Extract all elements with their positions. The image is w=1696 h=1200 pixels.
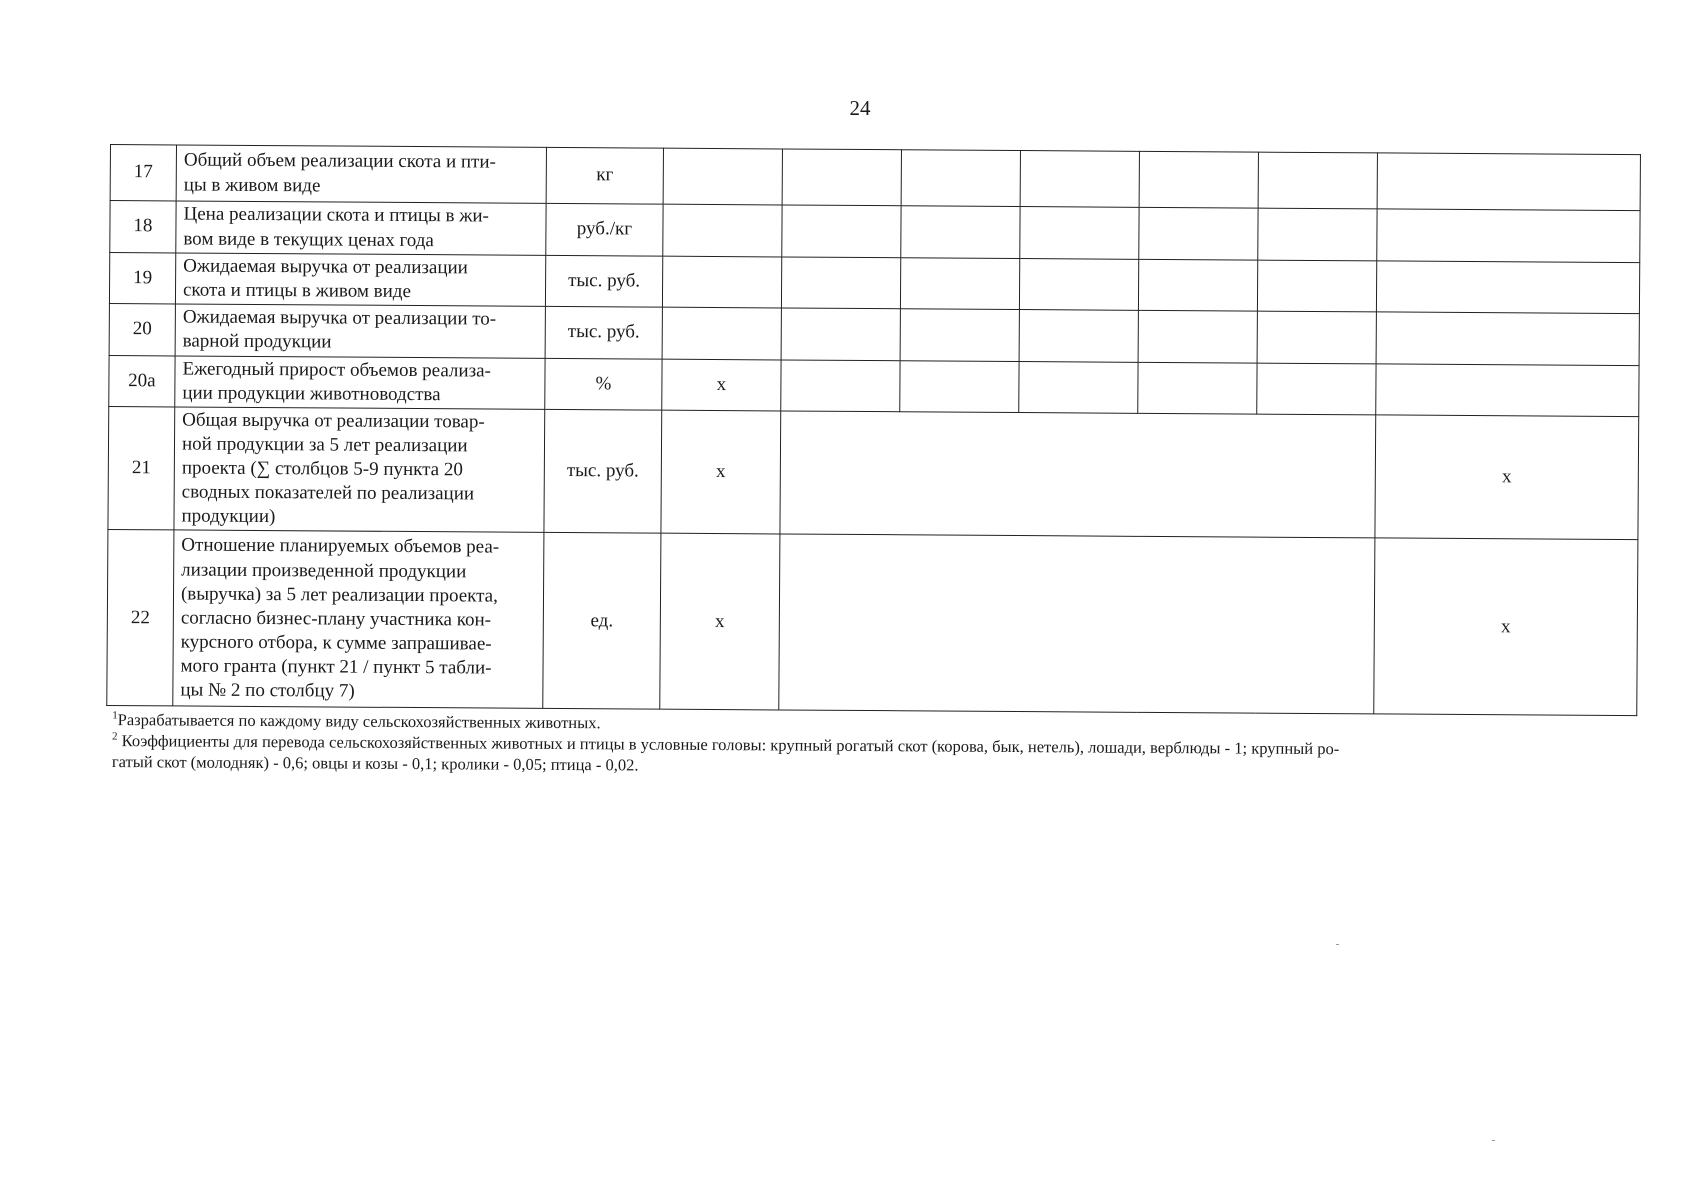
- footnote-mark: 1: [112, 709, 118, 722]
- value-cell: х: [1374, 538, 1638, 716]
- value-cell: [662, 256, 781, 308]
- value-cell: [1020, 151, 1139, 208]
- row-number: 20: [109, 304, 175, 356]
- page-number: 24: [849, 96, 871, 120]
- table-row: [108, 406, 1639, 540]
- value-cell: [782, 205, 901, 258]
- row-number: 20а: [109, 355, 175, 407]
- value-cell: [1376, 261, 1639, 314]
- value-cell: [1020, 207, 1139, 260]
- value-cell: [900, 258, 1019, 310]
- scan-speck: [1492, 1140, 1495, 1141]
- unit-cell: тыс. руб.: [545, 255, 662, 307]
- unit-cell: тыс. руб.: [544, 409, 662, 533]
- value-cell: [901, 150, 1020, 207]
- document-sheet: [106, 144, 1640, 782]
- value-cell: [1377, 209, 1640, 263]
- indicators-table: [106, 144, 1641, 717]
- merged-cell: [780, 411, 1376, 539]
- value-cell: [663, 204, 782, 257]
- value-cell: [1257, 260, 1376, 312]
- footnote-text: Разрабатывается по каждому виду сельскохозяйственных животных.: [117, 710, 601, 733]
- value-cell: [1139, 151, 1258, 208]
- value-cell: [781, 257, 900, 309]
- row-number: 18: [110, 201, 176, 253]
- value-cell: [1019, 259, 1138, 311]
- unit-cell: кг: [546, 147, 663, 204]
- value-cell: [1019, 310, 1138, 362]
- value-cell: [901, 206, 1020, 259]
- footnote-2: [112, 731, 1636, 782]
- unit-cell: тыс. руб.: [545, 307, 662, 359]
- table-row: [107, 530, 1638, 716]
- merged-cell: [779, 534, 1375, 714]
- unit-cell: %: [545, 358, 662, 410]
- footnote-text: Коэффициенты для перевода сельскохозяйственных животных и птицы в условные головы: крупный рогатый скот (корова, бык, нетель), лошади, верблюды - 1; крупный ро- гатый скот (молодняк) - 0,6; овцы и козы - 0,1; кролики - 0,05; птица - 0,02.: [111, 731, 1340, 775]
- unit-cell: руб./кг: [546, 203, 663, 256]
- value-cell: [1138, 362, 1257, 414]
- indicator-name: Ожидаемая выручка от реализации то- варной продукции: [175, 304, 545, 358]
- value-cell: х: [662, 359, 781, 411]
- value-cell: [1257, 311, 1376, 363]
- value-cell: [1376, 312, 1639, 365]
- value-cell: [782, 149, 901, 206]
- value-cell: х: [660, 534, 780, 711]
- indicator-name: Общий объем реализации скота и пти- цы в живом виде: [176, 145, 546, 203]
- unit-cell: ед.: [543, 533, 661, 710]
- table-row: [110, 145, 1640, 211]
- value-cell: х: [1375, 415, 1639, 540]
- indicator-name: Ежегодный прирост объемов реализа- ции продукции животноводства: [175, 355, 545, 409]
- indicator-name: Цена реализации скота и птицы в жи- вом виде в текущих ценах года: [176, 201, 546, 255]
- footnote-mark: 2: [112, 730, 118, 743]
- row-number: 17: [110, 145, 176, 201]
- value-cell: [900, 360, 1019, 412]
- footnotes: [106, 710, 1636, 782]
- value-cell: [1258, 152, 1377, 209]
- value-cell: [1139, 207, 1258, 260]
- scan-speck: [1336, 944, 1339, 945]
- row-number: 21: [108, 406, 175, 530]
- indicator-name: Общая выручка от реализации товар- ной продукции за 5 лет реализации проекта (∑ столбцов 5-9 пункта 20 сводных показателей по реализации продукции): [174, 407, 545, 533]
- row-number: 19: [109, 253, 175, 305]
- value-cell: [1138, 311, 1257, 363]
- value-cell: х: [661, 410, 781, 534]
- row-number: 22: [107, 530, 174, 706]
- table-body: [107, 145, 1641, 717]
- value-cell: [900, 309, 1019, 361]
- indicator-name: Ожидаемая выручка от реализации скота и птицы в живом виде: [175, 253, 545, 307]
- value-cell: [662, 307, 781, 359]
- value-cell: [1019, 361, 1138, 413]
- value-cell: [663, 148, 782, 205]
- indicator-name: Отношение планируемых объемов реа- лизации произведенной продукции (выручка) за 5 лет реализации проекта, согласно бизнес-плану участника кон- курсного отбора, к сумме запрашивае- мого гранта (пункт 21 / пункт 5 табли- цы № 2 по столбцу 7): [173, 530, 544, 708]
- value-cell: [781, 308, 900, 360]
- value-cell: [1257, 363, 1376, 415]
- value-cell: [1376, 363, 1639, 416]
- value-cell: [781, 359, 900, 411]
- value-cell: [1377, 153, 1640, 211]
- value-cell: [1138, 259, 1257, 311]
- value-cell: [1258, 208, 1377, 261]
